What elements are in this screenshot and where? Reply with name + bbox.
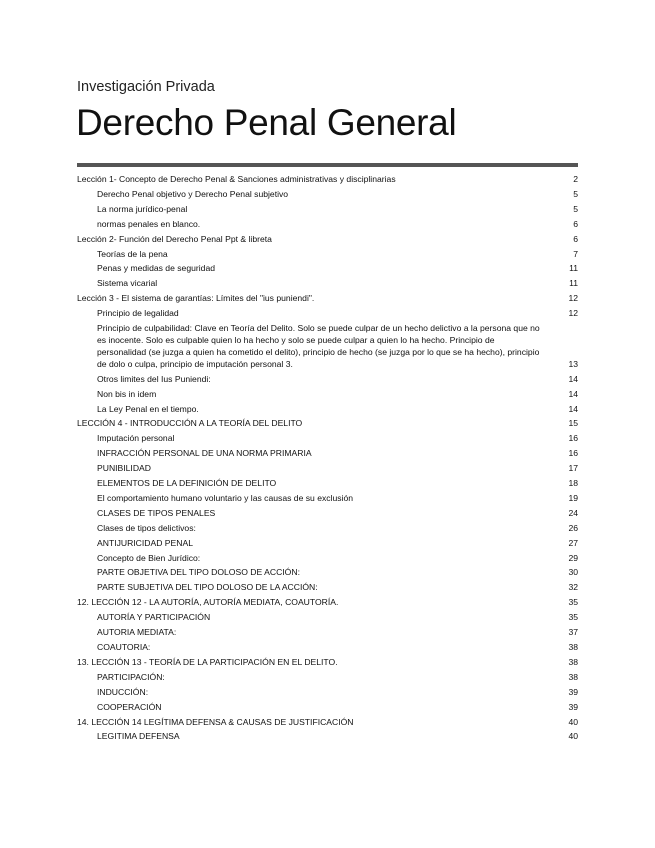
toc-entry[interactable] [77, 263, 578, 275]
toc-entry-page: 11 [569, 278, 578, 289]
toc-entry-page: 18 [568, 478, 578, 489]
toc-entry-page: 13 [568, 358, 578, 369]
document-title: Derecho Penal General [76, 102, 457, 143]
toc-entry-page: 14 [568, 403, 578, 414]
toc-entry[interactable] [77, 463, 578, 475]
toc-entry[interactable] [77, 323, 578, 371]
toc-entry-title: PARTICIPACIÓN: [97, 671, 165, 682]
toc-entry-page: 5 [573, 188, 578, 199]
toc-entry[interactable] [77, 249, 578, 261]
toc-entry-title: PARTE SUBJETIVA DEL TIPO DOLOSO DE LA ACCIÓN: [97, 582, 318, 593]
toc-entry-page: 35 [568, 612, 578, 623]
toc-entry-page: 19 [568, 492, 578, 503]
toc-entry[interactable] [77, 404, 578, 416]
toc-entry-title: INFRACCIÓN PERSONAL DE UNA NORMA PRIMARIA [97, 448, 312, 459]
toc-entry-page: 26 [568, 522, 578, 533]
toc-entry-page: 6 [573, 233, 578, 244]
title-divider [77, 163, 578, 167]
toc-entry-title: La Ley Penal en el tiempo. [97, 403, 199, 414]
toc-entry[interactable] [77, 582, 578, 594]
table-of-contents [77, 174, 578, 746]
toc-entry-page: 38 [568, 671, 578, 682]
toc-entry[interactable] [77, 553, 578, 565]
toc-entry[interactable] [77, 508, 578, 520]
toc-entry[interactable] [77, 702, 578, 714]
toc-entry-title: Clases de tipos delictivos: [97, 522, 196, 533]
toc-entry-title: ELEMENTOS DE LA DEFINICIÓN DE DELITO [97, 478, 277, 489]
toc-entry-page: 2 [573, 174, 578, 184]
toc-entry-page: 15 [568, 418, 578, 429]
toc-entry-title: INDUCCIÓN: [97, 686, 149, 697]
toc-entry-page: 16 [568, 433, 578, 444]
toc-entry-title: El comportamiento humano voluntario y las causas de su exclusión [97, 492, 354, 503]
toc-entry[interactable] [77, 174, 578, 186]
toc-entry[interactable] [77, 523, 578, 535]
toc-entry-title: Lección 3 - El sistema de garantías: Límites del "ius puniendi". [77, 293, 315, 304]
toc-entry-title: normas penales en blanco. [97, 218, 201, 229]
toc-entry[interactable] [77, 189, 578, 201]
toc-entry-title: Principio de legalidad [97, 308, 179, 319]
toc-entry[interactable] [77, 234, 578, 246]
toc-entry[interactable] [77, 219, 578, 231]
toc-entry-page: 6 [573, 218, 578, 229]
toc-entry[interactable] [77, 627, 578, 639]
toc-entry[interactable] [77, 672, 578, 684]
toc-entry-page: 39 [568, 701, 578, 712]
toc-entry-title: COOPERACIÓN [97, 701, 162, 712]
toc-entry-title: Non bis in idem [97, 388, 157, 399]
toc-entry-page: 32 [568, 582, 578, 593]
toc-entry[interactable] [77, 448, 578, 460]
toc-entry-title: LECCIÓN 4 - INTRODUCCIÓN A LA TEORÍA DEL DELITO [77, 418, 303, 429]
toc-entry-page: 27 [568, 537, 578, 548]
toc-entry-page: 35 [568, 597, 578, 608]
toc-entry-page: 17 [568, 463, 578, 474]
toc-entry-title: AUTORÍA Y PARTICIPACIÓN [97, 612, 211, 623]
toc-entry-page: 37 [568, 627, 578, 638]
toc-entry-title: Penas y medidas de seguridad [97, 263, 216, 274]
toc-entry-title: PUNIBILIDAD [97, 463, 151, 474]
toc-entry[interactable] [77, 389, 578, 401]
toc-entry[interactable] [77, 493, 578, 505]
toc-entry[interactable] [77, 478, 578, 490]
toc-entry-title: Lección 2- Función del Derecho Penal Ppt & libreta [77, 233, 272, 244]
toc-entry-title: CLASES DE TIPOS PENALES [97, 507, 216, 518]
toc-entry[interactable] [77, 418, 578, 430]
toc-entry-title: PARTE OBJETIVA DEL TIPO DOLOSO DE ACCIÓN: [97, 567, 300, 578]
toc-entry-title: 12. LECCIÓN 12 - LA AUTORÍA, AUTORÍA MEDIATA, COAUTORÍA. [77, 597, 339, 608]
toc-entry[interactable] [77, 538, 578, 550]
toc-entry[interactable] [77, 374, 578, 386]
toc-entry-page: 38 [568, 656, 578, 667]
toc-entry-page: 14 [568, 373, 578, 384]
toc-entry-page: 24 [568, 507, 578, 518]
toc-entry[interactable] [77, 612, 578, 624]
toc-entry-page: 5 [573, 203, 578, 214]
toc-entry-page: 16 [568, 448, 578, 459]
toc-entry[interactable] [77, 293, 578, 305]
toc-entry[interactable] [77, 597, 578, 609]
toc-entry[interactable] [77, 687, 578, 699]
toc-entry-title: LEGITIMA DEFENSA [97, 731, 180, 742]
toc-entry-title: 13. LECCIÓN 13 - TEORÍA DE LA PARTICIPACIÓN EN EL DELITO. [77, 656, 338, 667]
toc-entry-page: 14 [568, 388, 578, 399]
toc-entry-title: Sistema vicarial [97, 278, 158, 289]
toc-entry-page: 38 [568, 642, 578, 652]
toc-entry-title: Concepto de Bien Jurídico: [97, 552, 201, 563]
toc-entry[interactable] [77, 717, 578, 729]
toc-entry-page: 29 [568, 552, 578, 563]
toc-entry-page: 11 [569, 263, 578, 274]
toc-entry[interactable] [77, 308, 578, 320]
toc-entry-title: COAUTORIA: [97, 642, 151, 652]
toc-entry-title: ANTIJURICIDAD PENAL [97, 537, 193, 548]
toc-entry-title: Principio de culpabilidad: Clave en Teoría del Delito. Solo se puede culpar de un hecho delictivo a la persona que no es inocente. Solo es culpable quien lo ha hecho y solo se puede culpar a quien lo ha hecho. Principio de personalidad (se juzga a quien ha cometido el delito), principio de hecho (se juzga por lo que se ha hecho), principio de dolo o culpa, principio de imputación personal 3. [97, 323, 540, 369]
document-subtitle: Investigación Privada [77, 79, 215, 95]
toc-entry-page: 40 [568, 716, 578, 727]
toc-entry[interactable] [77, 567, 578, 579]
toc-entry-title: AUTORIA MEDIATA: [97, 627, 177, 638]
toc-entry-page: 7 [573, 248, 578, 259]
toc-entry[interactable] [77, 642, 578, 654]
toc-entry-title: La norma jurídico-penal [97, 203, 188, 214]
toc-entry-title: Derecho Penal objetivo y Derecho Penal subjetivo [97, 188, 289, 199]
toc-entry-page: 30 [568, 567, 578, 578]
toc-entry-title: Lección 1- Concepto de Derecho Penal & Sanciones administrativas y disciplinarias [77, 174, 396, 184]
toc-entry-title: Imputación personal [97, 433, 175, 444]
toc-entry[interactable] [77, 731, 578, 743]
toc-entry-page: 12 [568, 293, 578, 304]
toc-entry[interactable] [77, 433, 578, 445]
toc-entry-title: Teorías de la pena [97, 248, 168, 259]
toc-entry-title: Otros limites del Ius Puniendi: [97, 373, 211, 384]
toc-entry[interactable] [77, 278, 578, 290]
toc-entry-page: 39 [568, 686, 578, 697]
toc-entry[interactable] [77, 204, 578, 216]
toc-entry[interactable] [77, 657, 578, 669]
toc-entry-title: 14. LECCIÓN 14 LEGÍTIMA DEFENSA & CAUSAS DE JUSTIFICACIÓN [77, 716, 354, 727]
toc-entry-page: 40 [568, 731, 578, 742]
toc-entry-page: 12 [568, 308, 578, 319]
